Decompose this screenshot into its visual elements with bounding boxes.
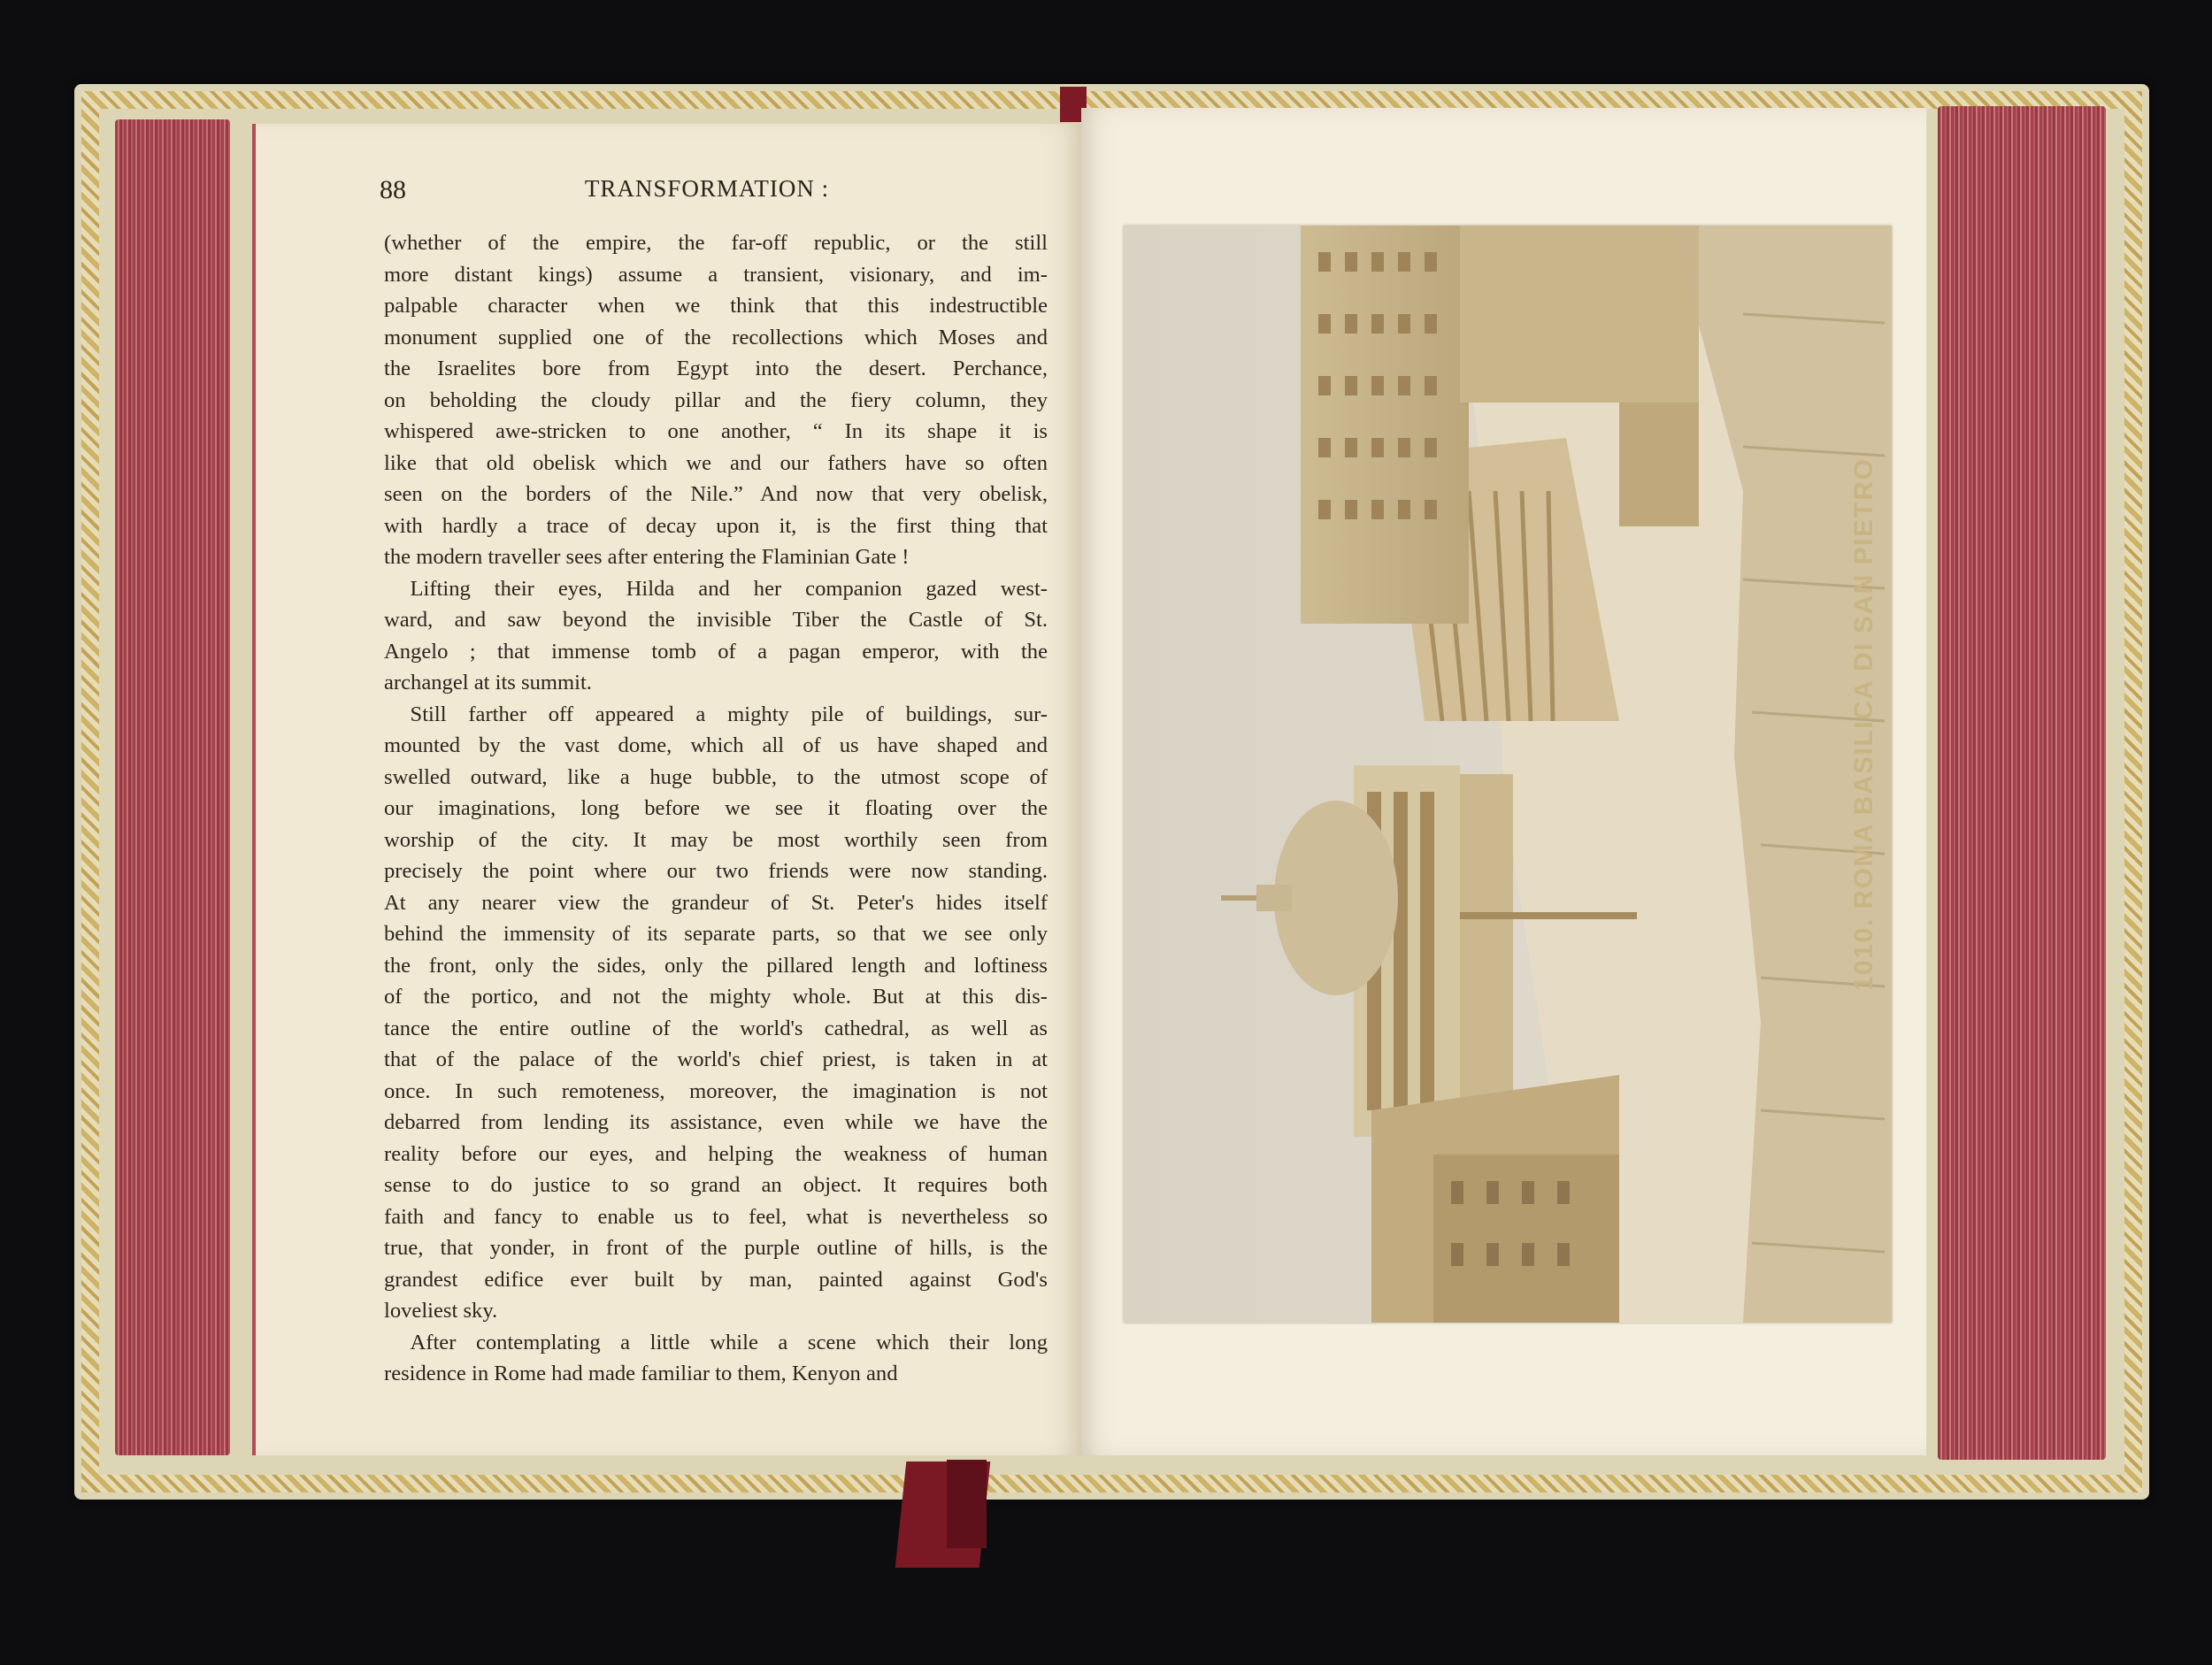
page-number: 88: [380, 175, 406, 204]
left-page-edges: [115, 119, 230, 1455]
body-text: [384, 227, 1048, 1390]
text-line: archangel at its summit.: [384, 671, 592, 694]
text-line: worship of the city. It may be most worthily seen from: [384, 827, 1048, 852]
bookmark-ribbon-fold: [947, 1460, 987, 1548]
left-page: [252, 124, 1083, 1455]
text-line: swelled outward, like a huge bubble, to the utmost scope of: [384, 764, 1048, 789]
paragraph: [384, 573, 1048, 699]
text-line: of the portico, and not the mighty whole. But at this dis-: [384, 985, 1048, 1009]
text-line: faith and fancy to enable us to feel, what is nevertheless so: [384, 1204, 1048, 1229]
photo-caption: 1010. ROMA BASILICA DI SAN PIETRO: [1849, 457, 1878, 991]
text-line: our imaginations, long before we see it floating over the: [384, 796, 1048, 820]
text-line: the front, only the sides, only the pillared length and loftiness: [384, 953, 1048, 978]
text-line: whispered awe-stricken to one another, “ In its shape it is: [384, 419, 1048, 443]
text-line: on beholding the cloudy pillar and the fiery column, they: [384, 387, 1048, 412]
text-line: with hardly a trace of decay upon it, is the first thing that: [384, 513, 1048, 538]
text-line: grandest edifice ever built by man, painted against God's: [384, 1267, 1048, 1292]
text-line: tance the entire outline of the world's cathedral, as well as: [384, 1016, 1048, 1040]
text-line: the modern traveller sees after entering the Flaminian Gate !: [384, 545, 910, 569]
text-line: residence in Rome had made familiar to them, Kenyon and: [384, 1362, 898, 1385]
running-title: TRANSFORMATION :: [584, 175, 830, 202]
text-line: like that old obelisk which we and our fathers have so often: [384, 450, 1048, 475]
text-line: Angelo ; that immense tomb of a pagan emperor, with the: [384, 639, 1048, 664]
page-header: [380, 175, 1034, 211]
photograph-st-peters: [1124, 226, 1892, 1323]
text-line: At any nearer view the grandeur of St. Peter's hides itself: [384, 890, 1048, 915]
text-line: once. In such remoteness, moreover, the imagination is not: [384, 1078, 1048, 1103]
paragraph: [384, 227, 1048, 573]
text-line: palpable character when we think that this indestructible: [384, 294, 1048, 318]
text-line: precisely the point where our two friends were now standing.: [384, 859, 1048, 883]
text-line: that of the palace of the world's chief priest, is taken in at: [384, 1047, 1048, 1071]
text-line: true, that yonder, in front of the purple outline of hills, is the: [384, 1236, 1048, 1260]
text-line: After contemplating a little while a scene which their long: [410, 1330, 1048, 1354]
text-line: the Israelites bore from Egypt into the desert. Perchance,: [384, 357, 1048, 380]
text-line: mounted by the vast dome, which all of us have shaped and: [384, 733, 1048, 757]
text-line: behind the immensity of its separate parts, so that we see only: [384, 922, 1048, 946]
text-line: more distant kings) assume a transient, visionary, and im-: [384, 262, 1048, 287]
text-line: reality before our eyes, and helping the weakness of human: [384, 1141, 1048, 1166]
text-line: loveliest sky.: [384, 1299, 498, 1323]
text-line: Still farther off appeared a mighty pile of buildings, sur-: [410, 702, 1048, 726]
text-line: debarred from lending its assistance, even while we have the: [384, 1110, 1048, 1134]
text-line: monument supplied one of the recollections which Moses and: [384, 325, 1048, 349]
text-line: (whether of the empire, the far-off republic, or the still: [384, 231, 1048, 255]
photograph-image: [1124, 226, 1892, 1323]
text-line: seen on the borders of the Nile.” And now that very obelisk,: [384, 482, 1048, 506]
paragraph: [384, 699, 1048, 1327]
right-page-edges: [1938, 106, 2106, 1460]
text-line: ward, and saw beyond the invisible Tiber the Castle of St.: [384, 608, 1048, 632]
text-line: Lifting their eyes, Hilda and her companion gazed west-: [410, 576, 1048, 601]
paragraph: [384, 1327, 1048, 1390]
text-line: sense to do justice to so grand an object. It requires both: [384, 1173, 1048, 1197]
